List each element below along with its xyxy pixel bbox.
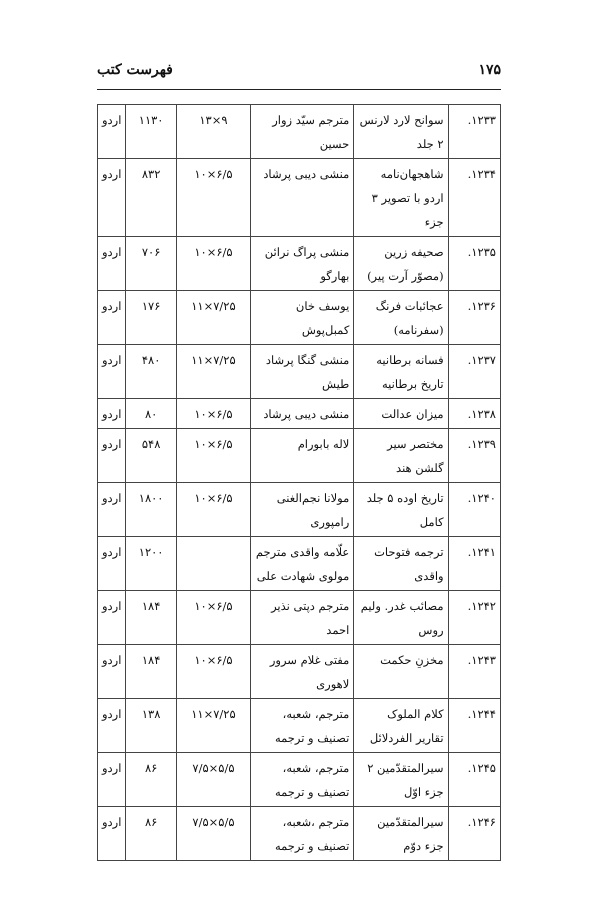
book-author: مولانا نجم‌الغنی رامپوری <box>251 483 354 537</box>
page-count: ۴۸۰ <box>126 345 176 399</box>
page-count: ۱۸۴ <box>126 591 176 645</box>
entry-number: ۱۲۴۴. <box>448 699 500 753</box>
entry-number: ۱۲۳۷. <box>448 345 500 399</box>
entry-number: ۱۲۴۰. <box>448 483 500 537</box>
book-language: اردو <box>98 291 126 345</box>
book-author: مترجم، شعبه، تصنیف و ترجمه <box>251 699 354 753</box>
book-author: منشی دیبی پرشاد <box>251 159 354 237</box>
book-author: مترجم دپتی نذیر احمد <box>251 591 354 645</box>
entry-number: ۱۲۴۶. <box>448 807 500 861</box>
entry-number: ۱۲۳۸. <box>448 399 500 429</box>
table-row <box>98 237 501 291</box>
table-row <box>98 159 501 237</box>
book-language: اردو <box>98 399 126 429</box>
book-size: ۵/۵×۷/۵ <box>176 807 250 861</box>
book-language: اردو <box>98 483 126 537</box>
table-row <box>98 483 501 537</box>
book-title: صحیفه زرین (مصوّر آرت پیر) <box>354 237 448 291</box>
page-number: ۱۷۵ <box>478 62 501 78</box>
book-title: سیرالمتقدّمین ۲ جزء اوّل <box>354 753 448 807</box>
book-language: اردو <box>98 237 126 291</box>
book-title: کلام الملوک تقاریر الفردلائل <box>354 699 448 753</box>
table-row <box>98 105 501 159</box>
book-language: اردو <box>98 105 126 159</box>
table-row <box>98 699 501 753</box>
book-author: یوسف خان کمبل‌پوش <box>251 291 354 345</box>
entry-number: ۱۲۳۴. <box>448 159 500 237</box>
entry-number: ۱۲۳۵. <box>448 237 500 291</box>
book-title: مخزنِ حکمت <box>354 645 448 699</box>
page-count: ۸۰ <box>126 399 176 429</box>
book-size <box>176 537 250 591</box>
entry-number: ۱۲۴۲. <box>448 591 500 645</box>
page-count: ۸۶ <box>126 753 176 807</box>
page-count: ۱۱۳۰ <box>126 105 176 159</box>
book-language: اردو <box>98 807 126 861</box>
page-count: ۸۶ <box>126 807 176 861</box>
entry-number: ۱۲۳۹. <box>448 429 500 483</box>
book-author: منشی پراگ نرائن بهارگو <box>251 237 354 291</box>
book-title: میزان عدالت <box>354 399 448 429</box>
book-language: اردو <box>98 699 126 753</box>
book-author: لاله بابورام <box>251 429 354 483</box>
book-title: فسانه برطانیه تاریخ برطانیه <box>354 345 448 399</box>
table-row <box>98 345 501 399</box>
book-size: ۶/۵×۱۰ <box>176 429 250 483</box>
book-size: ۹×۱۳ <box>176 105 250 159</box>
entry-number: ۱۲۳۳. <box>448 105 500 159</box>
entry-number: ۱۲۴۳. <box>448 645 500 699</box>
page-count: ۵۴۸ <box>126 429 176 483</box>
book-language: اردو <box>98 591 126 645</box>
table-row <box>98 591 501 645</box>
book-language: اردو <box>98 753 126 807</box>
page-count: ۸۳۲ <box>126 159 176 237</box>
page-count: ۱۳۸ <box>126 699 176 753</box>
book-size: ۶/۵×۱۰ <box>176 159 250 237</box>
book-size: ۵/۵×۷/۵ <box>176 753 250 807</box>
book-size: ۶/۵×۱۰ <box>176 645 250 699</box>
page-header <box>97 62 501 84</box>
book-title: عجائبات فرنگ (سفرنامه) <box>354 291 448 345</box>
page-count: ۷۰۶ <box>126 237 176 291</box>
book-author: مترجم، شعبه، تصنیف و ترجمه <box>251 753 354 807</box>
book-title: شاهجهان‌نامه اردو با تصویر ۳ جزء <box>354 159 448 237</box>
book-title: سوانح لارد لارنس ۲ جلد <box>354 105 448 159</box>
book-language: اردو <box>98 345 126 399</box>
table-row <box>98 399 501 429</box>
page-count: ۱۲۰۰ <box>126 537 176 591</box>
book-author: مفتی غلام سرور لاهوری <box>251 645 354 699</box>
book-author: مترجم سیّد زوار حسین <box>251 105 354 159</box>
page-count: ۱۸۴ <box>126 645 176 699</box>
book-size: ۷/۲۵×۱۱ <box>176 345 250 399</box>
catalog-table <box>97 104 501 861</box>
page-count: ۱۷۶ <box>126 291 176 345</box>
book-language: اردو <box>98 429 126 483</box>
book-language: اردو <box>98 645 126 699</box>
book-author: منشی گنگا پرشاد طیش <box>251 345 354 399</box>
table-row <box>98 645 501 699</box>
book-author: علّامه واقدی مترجم مولوی شهادت علی <box>251 537 354 591</box>
table-row <box>98 291 501 345</box>
book-author: مترجم ،شعبه، تصنیف و ترجمه <box>251 807 354 861</box>
book-size: ۶/۵×۱۰ <box>176 591 250 645</box>
book-language: اردو <box>98 537 126 591</box>
book-title: سیرالمتقدّمین جزء دوّم <box>354 807 448 861</box>
table-row <box>98 807 501 861</box>
book-language: اردو <box>98 159 126 237</box>
book-size: ۶/۵×۱۰ <box>176 237 250 291</box>
entry-number: ۱۲۴۵. <box>448 753 500 807</box>
running-title: فهرست کتب <box>97 62 173 78</box>
book-size: ۶/۵×۱۰ <box>176 483 250 537</box>
table-row <box>98 537 501 591</box>
page-count: ۱۸۰۰ <box>126 483 176 537</box>
book-title: مصائب غدر. ولیم روس <box>354 591 448 645</box>
entry-number: ۱۲۴۱. <box>448 537 500 591</box>
book-title: مختصر سیر گلشن هند <box>354 429 448 483</box>
book-title: ترجمه فتوحات واقدی <box>354 537 448 591</box>
book-size: ۷/۲۵×۱۱ <box>176 699 250 753</box>
book-author: منشی دیبی پرشاد <box>251 399 354 429</box>
table-row <box>98 753 501 807</box>
book-size: ۶/۵×۱۰ <box>176 399 250 429</box>
entry-number: ۱۲۳۶. <box>448 291 500 345</box>
header-rule <box>97 89 501 90</box>
table-row <box>98 429 501 483</box>
book-size: ۷/۲۵×۱۱ <box>176 291 250 345</box>
book-title: تاریخ اوده ۵ جلد کامل <box>354 483 448 537</box>
